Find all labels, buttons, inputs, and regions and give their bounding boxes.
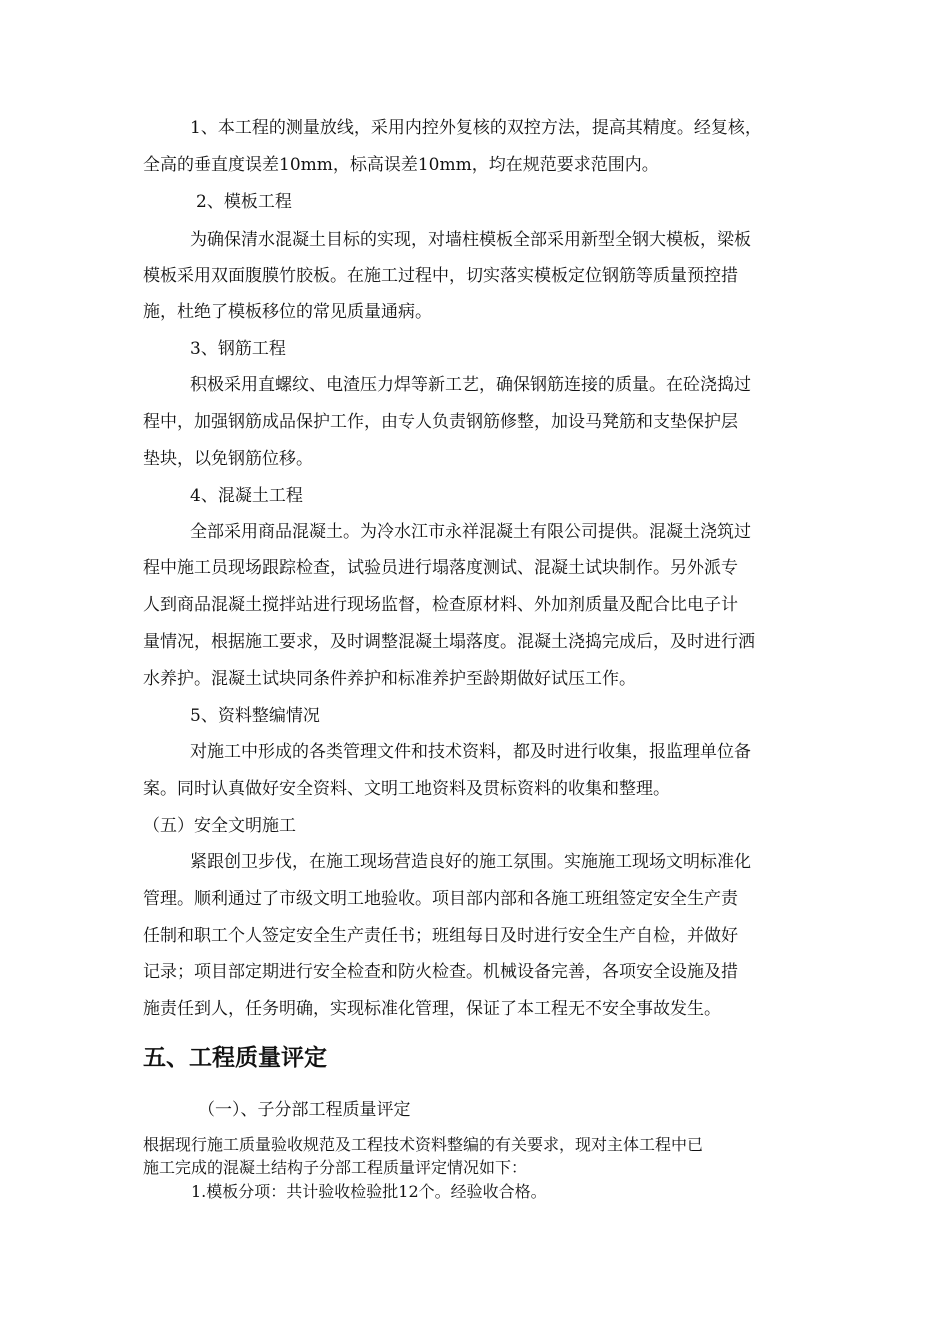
safety-title: （五）安全文明施工 bbox=[143, 816, 296, 836]
concrete-title: 4、混凝土工程 bbox=[190, 486, 303, 506]
formwork-line-3: 施，杜绝了模板移位的常见质量通病。 bbox=[143, 302, 432, 322]
safety-line-5: 施责任到人，任务明确，实现标准化管理，保证了本工程无不安全事故发生。 bbox=[143, 999, 721, 1019]
records-line-2: 案。同时认真做好安全资料、文明工地资料及贯标资料的收集和整理。 bbox=[143, 779, 670, 799]
safety-line-2: 管理。顺利通过了市级文明工地验收。项目部内部和各施工班组签定安全生产责 bbox=[143, 889, 738, 909]
concrete-line-1: 全部采用商品混凝土。为冷水江市永祥混凝土有限公司提供。混凝土浇筑过 bbox=[190, 522, 751, 542]
formwork-line-2: 模板采用双面腹膜竹胶板。在施工过程中，切实落实模板定位钢筋等质量预控措 bbox=[143, 266, 738, 286]
formwork-line-1: 为确保清水混凝土目标的实现，对墙柱模板全部采用新型全钢大模板，梁板 bbox=[190, 230, 751, 250]
chapter-subheading: （一）、子分部工程质量评定 bbox=[198, 1100, 411, 1120]
rebar-line-3: 垫块，以免钢筋位移。 bbox=[143, 449, 313, 469]
rebar-line-2: 程中，加强钢筋成品保护工作，由专人负责钢筋修整，加设马凳筋和支垫保护层 bbox=[143, 412, 738, 432]
concrete-line-3: 人到商品混凝土搅拌站进行现场监督，检查原材料、外加剂质量及配合比电子计 bbox=[143, 595, 738, 615]
measure-line-2: 全高的垂直度误差10mm，标高误差10mm，均在规范要求范围内。 bbox=[143, 155, 659, 175]
safety-line-3: 任制和职工个人签定安全生产责任书；班组每日及时进行安全生产自检，并做好 bbox=[143, 926, 738, 946]
concrete-line-4: 量情况，根据施工要求，及时调整混凝土塌落度。混凝土浇捣完成后，及时进行洒 bbox=[143, 632, 755, 652]
formwork-title: 2、模板工程 bbox=[196, 192, 292, 212]
rebar-title: 3、钢筋工程 bbox=[190, 339, 286, 359]
safety-line-4: 记录；项目部定期进行安全检查和防火检查。机械设备完善，各项安全设施及措 bbox=[143, 962, 738, 982]
measure-line-1: 1、本工程的测量放线，采用内控外复核的双控方法，提高其精度。经复核， bbox=[190, 118, 762, 138]
chapter-item-1: 1.模板分项：共计验收检验批12个。经验收合格。 bbox=[191, 1182, 547, 1201]
concrete-line-5: 水养护。混凝土试块同条件养护和标准养护至龄期做好试压工作。 bbox=[143, 669, 636, 689]
rebar-line-1: 积极采用直螺纹、电渣压力焊等新工艺，确保钢筋连接的质量。在砼浇捣过 bbox=[190, 375, 751, 395]
records-line-1: 对施工中形成的各类管理文件和技术资料，都及时进行收集，报监理单位备 bbox=[190, 742, 751, 762]
chapter-line-2: 施工完成的混凝土结构子分部工程质量评定情况如下： bbox=[143, 1158, 528, 1177]
safety-line-1: 紧跟创卫步伐，在施工现场营造良好的施工氛围。实施施工现场文明标准化 bbox=[190, 852, 751, 872]
concrete-line-2: 程中施工员现场跟踪检查，试验员进行塌落度测试、混凝土试块制作。另外派专 bbox=[143, 558, 738, 578]
chapter-line-1: 根据现行施工质量验收规范及工程技术资料整编的有关要求，现对主体工程中已 bbox=[143, 1135, 704, 1154]
records-title: 5、资料整编情况 bbox=[190, 706, 320, 726]
chapter-heading: 五、工程质量评定 bbox=[143, 1045, 327, 1071]
